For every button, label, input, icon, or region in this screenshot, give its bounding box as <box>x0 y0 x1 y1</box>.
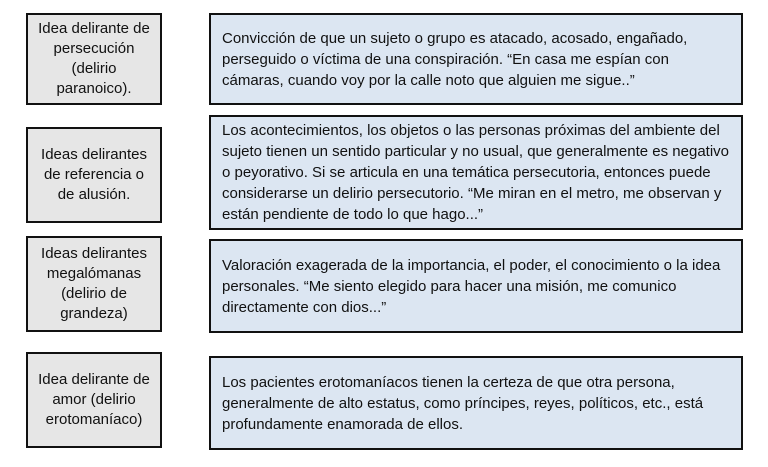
term-box-persecution <box>26 13 162 105</box>
definition-text: Los pacientes erotomaníacos tienen la certeza de que otra persona, generalmente de alto estatus, como príncipes, reyes, políticos, etc., está profundamente enamorada de ellos. <box>222 373 704 433</box>
term-label: Idea delirante de persecución (delirio paranoico). <box>38 20 150 97</box>
definition-text: Los acontecimientos, los objetos o las personas próximas del ambiente del sujeto tienen un sentido particular y no usual, que generalmente es negativo o peyorativo. Si se articula en una temática persecutoria, entonces puede considerarse un delirio persecutorio. “Me miran en el metro, me observan y están pendiente de todo lo que hago...” <box>222 122 730 223</box>
term-label: Idea delirante de amor (delirio erotomaníaco) <box>38 371 150 428</box>
term-box-reference <box>26 127 162 223</box>
definition-box-reference <box>209 115 743 230</box>
definition-text: Convicción de que un sujeto o grupo es atacado, acosado, engañado, perseguido o víctima de una conspiración. “En casa me espían con cámaras, cuando voy por la calle noto que alguien me sigue..” <box>222 29 688 89</box>
term-box-erotomania <box>26 352 162 448</box>
term-label: Ideas delirantes megalómanas (delirio de grandeza) <box>41 245 147 322</box>
term-label: Ideas delirantes de referencia o de alusión. <box>41 146 147 203</box>
definition-box-erotomania <box>209 356 743 450</box>
definition-box-megalomania <box>209 239 743 333</box>
definition-box-persecution <box>209 13 743 105</box>
term-box-megalomania <box>26 236 162 332</box>
definition-text: Valoración exagerada de la importancia, el poder, el conocimiento o la idea personales. “Me siento elegido para hacer una misión, me comunico directamente con dios...” <box>222 256 721 316</box>
